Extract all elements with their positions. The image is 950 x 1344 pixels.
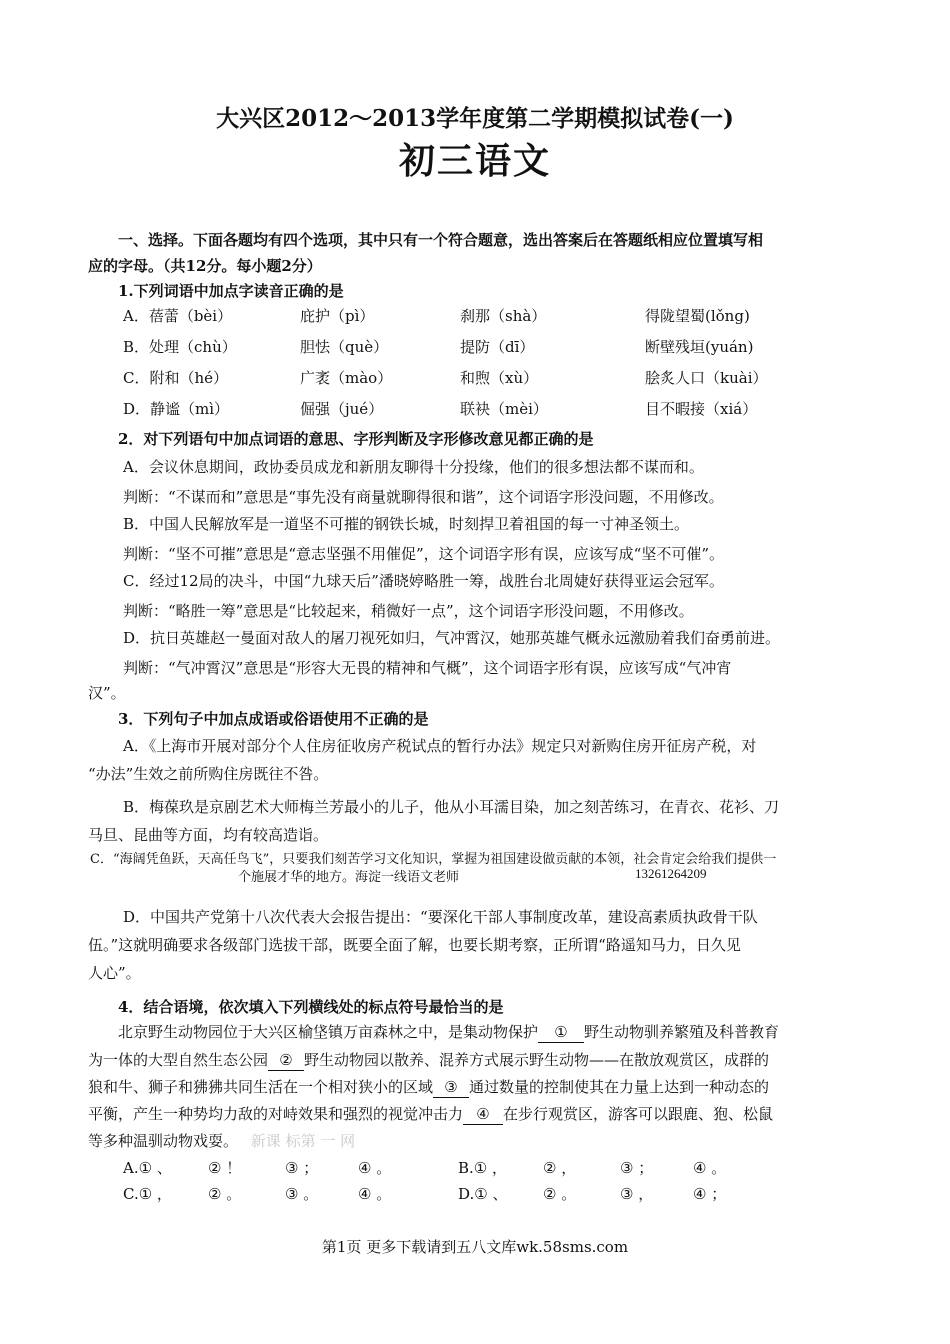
q4-option-a-3: ③ ；	[285, 1159, 319, 1177]
q2-option-d: D．抗日英雄赵一曼面对敌人的屠刀视死如归，气冲霄汉，她那英雄气概永远激励着我们奋勇前进。	[123, 629, 781, 647]
q2-option-c: C．经过12局的决斗，中国“九球天后”潘晓婷略胜一筹，战胜台北周婕好获得亚运会冠军。	[123, 572, 724, 590]
blank-2[interactable]: ②	[268, 1050, 304, 1071]
blank-1[interactable]: ①	[538, 1022, 584, 1043]
exam-title: 大兴区2012～2013学年度第二学期模拟试卷(一)	[216, 105, 734, 132]
q1-a-2: 庇护（pì）	[300, 307, 375, 325]
q4-option-a-4: ④ 。	[358, 1159, 392, 1177]
q1-b-1: B．处理（chù）	[123, 338, 237, 356]
q1-b-4: 断壁残垣(yuán)	[645, 338, 754, 356]
q4-option-c-2: ② 。	[208, 1185, 242, 1203]
q4-option-d-1: D.① 、	[458, 1185, 508, 1203]
q4-option-c-1: C.① ，	[123, 1185, 172, 1203]
q4-option-c-4: ④ 。	[358, 1185, 392, 1203]
q4-option-b-1: B.① ，	[458, 1159, 508, 1177]
q4-option-b-3: ③ ；	[620, 1159, 654, 1177]
q1-d-3: 联袂（mèi）	[460, 400, 548, 418]
q2-judge-a: 判断：“不谋而和”意思是“事先没有商量就聊得很和谐”，这个词语字形没问题，不用修改。	[123, 488, 724, 506]
q3-b-line2: 马旦、昆曲等方面，均有较高造诣。	[88, 826, 329, 844]
q3-d-line2: 伍。”这就明确要求各级部门选拔干部，既要全面了解，也要长期考察，正所谓“路遥知马力，日久见	[88, 936, 741, 954]
page-footer[interactable]: 第1页 更多下载请到五八文库wk.58sms.com	[321, 1238, 629, 1256]
q4-option-d-4: ④ ；	[693, 1185, 727, 1203]
q1-c-2: 广袤（mào）	[300, 369, 393, 387]
q4-text: 为一体的大型自然生态公园	[88, 1051, 269, 1069]
q3-b-line1: B．梅葆玖是京剧艺术大师梅兰芳最小的儿子，他从小耳濡目染，加之刻苦练习，在青衣、花衫、刀	[123, 798, 780, 816]
q4-option-d-3: ③ ，	[620, 1185, 654, 1203]
q1-a-3: 刹那（shà）	[460, 307, 547, 325]
q4-option-d-2: ② 。	[543, 1185, 577, 1203]
q4-option-b-4: ④ 。	[693, 1159, 727, 1177]
q2-stem: 2．对下列语句中加点词语的意思、字形判断及字形修改意见都正确的是	[118, 430, 594, 448]
q2-judge-c: 判断：“略胜一筹”意思是“比较起来，稍微好一点”，这个词语字形没问题，不用修改。	[123, 602, 694, 620]
blank-4[interactable]: ④	[463, 1104, 503, 1125]
q4-option-a-2: ② ！	[208, 1159, 242, 1177]
q3-d-line3: 人心”。	[88, 964, 141, 982]
q4-passage-line3	[88, 1077, 769, 1098]
section-intro-line1: 一、选择。下面各题均有四个选项，其中只有一个符合题意，选出答案后在答题纸相应位置填写相	[118, 231, 764, 249]
q4-text: 通过数量的控制使其在力量上达到一种动态的	[469, 1078, 770, 1096]
q3-c-phone: 13261264209	[635, 866, 707, 881]
q1-c-1: C．附和（hé）	[123, 369, 229, 387]
q3-a-line1: A．《上海市开展对部分个人住房征收房产税试点的暂行办法》规定只对新购住房开征房产税，对	[123, 737, 757, 755]
q4-passage-line2	[88, 1050, 769, 1071]
blank-3[interactable]: ③	[433, 1077, 469, 1098]
q1-d-4: 目不暇接（xiá）	[645, 400, 758, 418]
q1-b-3: 提防（dī）	[460, 338, 535, 356]
q2-judge-d-line1: 判断：“气冲霄汉”意思是“形容大无畏的精神和气概”，这个词语字形有误，应该写成“气冲宵	[123, 659, 732, 677]
q1-c-3: 和煦（xù）	[460, 369, 539, 387]
watermark: 新课 标第 一 网	[250, 1132, 356, 1150]
q4-option-c-3: ③ 。	[285, 1185, 319, 1203]
q4-passage-line4	[88, 1104, 773, 1125]
q4-passage-line5	[88, 1131, 355, 1151]
q4-text: 野生动物驯养繁殖及科普教育	[584, 1023, 780, 1041]
q3-c-line2: 个施展才华的地方。海淀一线语文老师	[238, 870, 460, 885]
q3-a-line2: “办法”生效之前所购住房既往不咎。	[88, 765, 329, 783]
q4-option-b-2: ② ，	[543, 1159, 577, 1177]
q4-option-a-1: A.① 、	[123, 1159, 172, 1177]
q2-option-a: A．会议休息期间，政协委员成龙和新朋友聊得十分投缘，他们的很多想法都不谋而和。	[123, 458, 704, 476]
q4-stem: 4．结合语境，依次填入下列横线处的标点符号最恰当的是	[118, 998, 504, 1016]
q4-text: 平衡，产生一种势均力敌的对峙效果和强烈的视觉冲击力	[88, 1105, 464, 1123]
q4-passage-line1	[118, 1022, 779, 1043]
q4-text: 在步行观赏区，游客可以跟鹿、狍、松鼠	[503, 1105, 774, 1123]
q1-c-4: 脍炙人口（kuài）	[645, 369, 768, 387]
section-intro-line2: 应的字母。（共12分。每小题2分）	[88, 257, 322, 275]
q3-stem: 3．下列句子中加点成语或俗语使用不正确的是	[118, 710, 429, 728]
q1-stem: 1.下列词语中加点字读音正确的是	[118, 282, 344, 300]
q1-a-4: 得陇望蜀(lǒng)	[645, 307, 750, 325]
q4-text: 北京野生动物园位于大兴区榆垡镇万亩森林之中，是集动物保护	[118, 1023, 539, 1041]
q1-b-2: 胆怯（què）	[300, 338, 389, 356]
q2-judge-b: 判断：“坚不可摧”意思是“意志坚强不用催促”，这个词语字形有误，应该写成“坚不可催”。	[123, 545, 725, 563]
q3-c-line1: C．“海阔凭鱼跃，天高任鸟飞”，只要我们刻苦学习文化知识，掌握为祖国建设做贡献的本领，社会肯定会给我们提供一	[90, 852, 777, 867]
q1-d-2: 倔强（jué）	[300, 400, 384, 418]
q1-a-1: A．蓓蕾（bèi）	[123, 307, 233, 325]
q4-text: 等多种温驯动物戏耍。	[88, 1132, 239, 1150]
q3-d-line1: D．中国共产党第十八次代表大会报告提出：“要深化干部人事制度改革，建设高素质执政骨干队	[123, 908, 758, 926]
q4-text: 狼和牛、狮子和狒狒共同生活在一个相对狭小的区域	[88, 1078, 434, 1096]
subject-title: 初三语文	[398, 140, 551, 182]
q2-option-b: B．中国人民解放军是一道坚不可摧的钢铁长城，时刻捍卫着祖国的每一寸神圣领土。	[123, 515, 690, 533]
q1-d-1: D．静谧（mì）	[123, 400, 230, 418]
q2-judge-d-line2: 汉”。	[88, 684, 126, 702]
q4-text: 野生动物园以散养、混养方式展示野生动物——在散放观赏区，成群的	[304, 1051, 770, 1069]
